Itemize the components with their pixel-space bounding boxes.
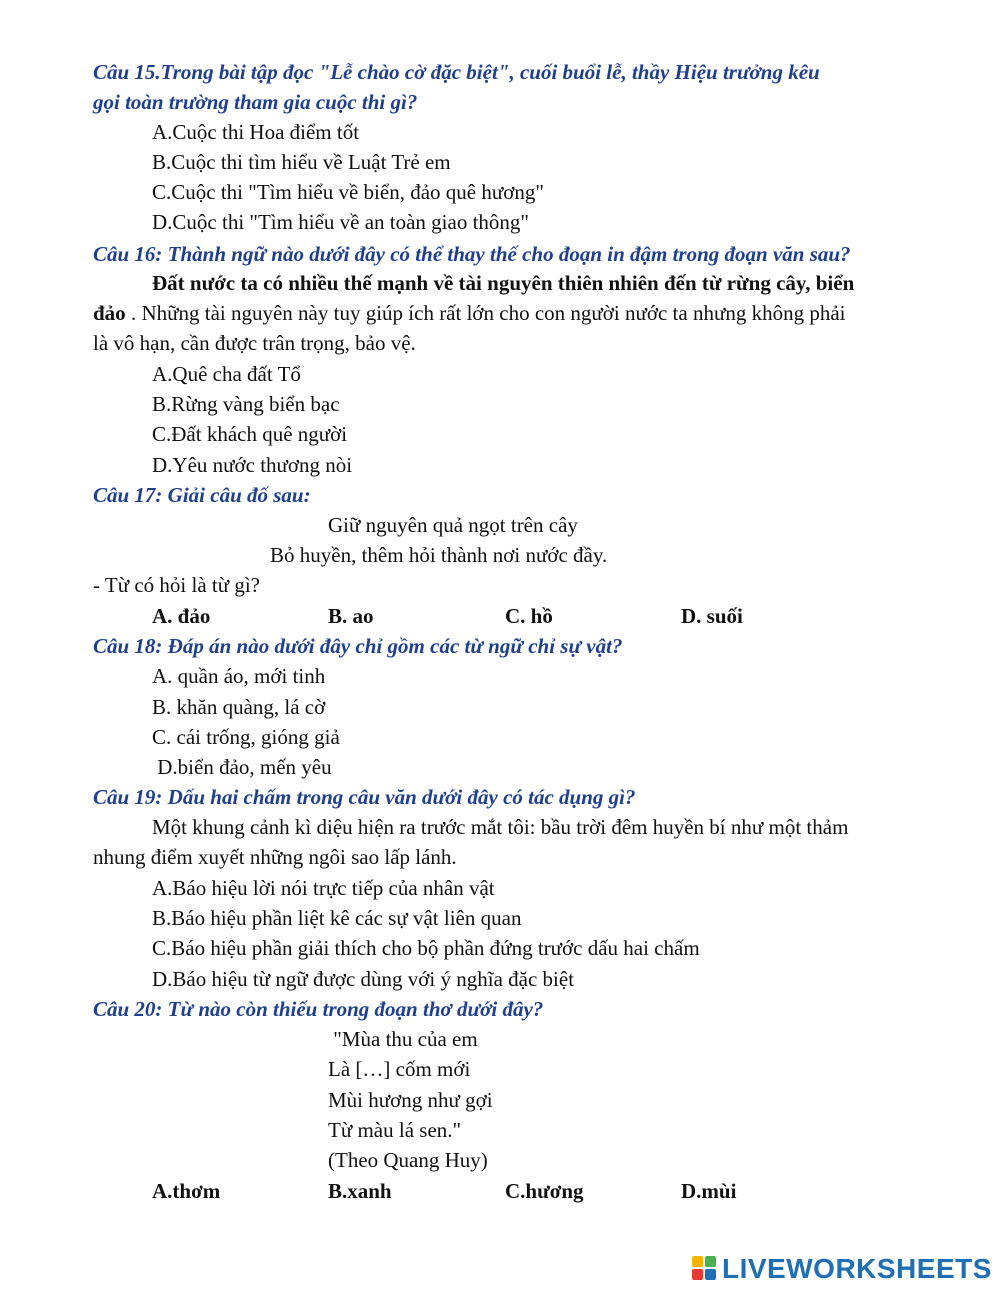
question-16-option-b[interactable]: B.Rừng vàng biển bạc	[152, 392, 340, 416]
question-20-poem-line2: Là […] cốm mới	[328, 1057, 471, 1081]
question-20-choices	[0, 1176, 1000, 1206]
question-18-option-a[interactable]: A. quần áo, mới tinh	[152, 664, 326, 688]
question-15-option-a[interactable]: A.Cuộc thi Hoa điểm tốt	[152, 120, 360, 144]
question-20-poem-line4: Từ màu lá sen."	[328, 1118, 462, 1142]
question-17-choice-b[interactable]: B. ao	[328, 604, 374, 628]
question-16-paragraph-line3: là vô hạn, cần được trân trọng, bảo vệ.	[93, 331, 416, 355]
question-16-bold-text-1: Đất nước ta có nhiều thế mạnh về tài nguyên thiên nhiên đến từ rừng cây, biển	[152, 271, 855, 295]
question-16-title: Câu 16: Thành ngữ nào dưới đây có thể thay thế cho đoạn in đậm trong đoạn văn sau?	[93, 242, 851, 266]
liveworksheets-logo	[692, 1252, 992, 1286]
question-16-bold-text-2: đảo	[93, 301, 126, 325]
question-17-choice-c[interactable]: C. hồ	[505, 604, 553, 628]
question-15-title-line2: gọi toàn trường tham gia cuộc thi gì?	[93, 90, 418, 114]
question-16-option-d[interactable]: D.Yêu nước thương nòi	[152, 453, 353, 477]
question-17-riddle-line1: Giữ nguyên quả ngọt trên cây	[328, 513, 578, 537]
question-17-choice-d[interactable]: D. suối	[681, 604, 743, 628]
liveworksheets-logo-icon	[692, 1256, 718, 1282]
question-17-prompt: - Từ có hỏi là từ gì?	[93, 573, 261, 597]
question-20-choice-a[interactable]: A.thơm	[152, 1179, 221, 1203]
liveworksheets-logo-text: LIVEWORKSHEETS	[722, 1253, 992, 1284]
question-15-option-b[interactable]: B.Cuộc thi tìm hiểu về Luật Trẻ em	[152, 150, 451, 174]
question-15-option-c[interactable]: C.Cuộc thi "Tìm hiểu về biển, đảo quê hương"	[152, 180, 544, 204]
question-17-title: Câu 17: Giải câu đố sau:	[93, 483, 311, 507]
question-20-choice-c[interactable]: C.hương	[505, 1179, 584, 1203]
question-19-paragraph-line1: Một khung cảnh kì diệu hiện ra trước mắt tôi: bầu trời đêm huyền bí như một thảm	[152, 815, 849, 839]
question-20-choice-b[interactable]: B.xanh	[328, 1179, 392, 1203]
question-17-choice-a[interactable]: A. đảo	[152, 604, 211, 628]
question-18-option-c[interactable]: C. cái trống, gióng giả	[152, 725, 340, 749]
question-19-option-a[interactable]: A.Báo hiệu lời nói trực tiếp của nhân vật	[152, 876, 495, 900]
question-20-poem-line1: "Mùa thu của em	[328, 1027, 478, 1051]
question-16-paragraph-line2	[93, 298, 846, 328]
question-16-option-a[interactable]: A.Quê cha đất Tổ	[152, 362, 301, 386]
question-20-title: Câu 20: Từ nào còn thiếu trong đoạn thơ dưới đây?	[93, 997, 544, 1021]
question-20-poem-line3: Mùi hương như gợi	[328, 1088, 493, 1112]
question-19-title: Câu 19: Dấu hai chấm trong câu văn dưới đây có tác dụng gì?	[93, 785, 636, 809]
question-18-title: Câu 18: Đáp án nào dưới đây chỉ gồm các từ ngữ chỉ sự vật?	[93, 634, 623, 658]
question-19-option-b[interactable]: B.Báo hiệu phần liệt kê các sự vật liên quan	[152, 906, 522, 930]
question-18-option-d[interactable]: D.biển đảo, mến yêu	[152, 755, 332, 779]
question-15-option-d[interactable]: D.Cuộc thi "Tìm hiểu về an toàn giao thông"	[152, 210, 529, 234]
question-17-riddle-line2: Bỏ huyền, thêm hỏi thành nơi nước đầy.	[270, 543, 608, 567]
question-20-choice-d[interactable]: D.mùi	[681, 1179, 737, 1203]
question-20-poem-source: (Theo Quang Huy)	[328, 1148, 488, 1172]
question-15-title-line1: Câu 15.Trong bài tập đọc "Lễ chào cờ đặc biệt", cuối buổi lễ, thầy Hiệu trưởng kêu	[93, 60, 820, 84]
question-19-option-c[interactable]: C.Báo hiệu phần giải thích cho bộ phần đứng trước dấu hai chấm	[152, 936, 700, 960]
question-19-option-d[interactable]: D.Báo hiệu từ ngữ được dùng với ý nghĩa đặc biệt	[152, 967, 575, 991]
question-17-choices	[0, 601, 1000, 631]
question-16-text-rest: . Những tài nguyên này tuy giúp ích rất lớn cho con người nước ta nhưng không phải	[125, 301, 846, 325]
question-16-option-c[interactable]: C.Đất khách quê người	[152, 422, 348, 446]
question-19-paragraph-line2: nhung điểm xuyết những ngôi sao lấp lánh.	[93, 845, 457, 869]
question-18-option-b[interactable]: B. khăn quàng, lá cờ	[152, 695, 326, 719]
